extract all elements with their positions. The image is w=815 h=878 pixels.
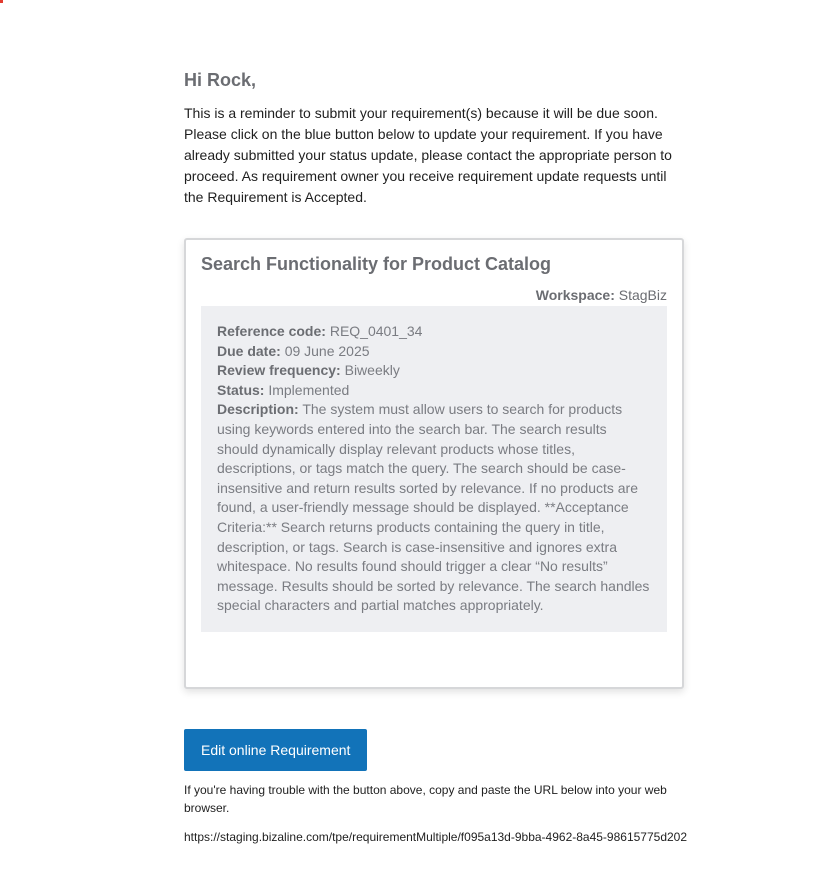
reference-code-label: Reference code: [217,323,326,339]
review-frequency-value: Biweekly [344,362,400,379]
due-date-value: 09 June 2025 [284,342,370,359]
review-frequency-row [217,361,651,381]
description-label: Description: [217,401,299,418]
fallback-url-link[interactable]: https://staging.bizaline.com/tpe/requirementMultiple/f095a13d-9bba-4962-8a45-98615775d202 [184,830,688,844]
greeting-heading: Hi Rock, [184,70,257,90]
email-content [184,68,688,846]
trouble-text: If you're having trouble with the button above, copy and paste the URL below into your web browser. [184,783,667,815]
description-row [217,400,651,616]
workspace-line [201,286,667,304]
due-date-label: Due date: [217,342,281,359]
review-frequency-label: Review frequency: [217,362,341,379]
requirement-title: Search Functionality for Product Catalog [201,254,552,274]
reminder-paragraph: This is a reminder to submit your requirement(s) because it will be due soon. Please click on the blue button below to update your requirement. If you have already submitted your status update, please contact the appropriate person to proceed. As requirement owner you receive requirement update requests until the Requirement is Accepted. [184,105,672,205]
reference-code-row [217,322,651,342]
workspace-label: Workspace: [535,287,615,303]
status-label: Status: [217,381,265,398]
requirement-card [184,238,684,689]
status-value: Implemented [268,381,350,398]
requirement-details-panel [201,306,667,632]
status-row [217,381,651,401]
due-date-row [217,342,651,362]
reference-code-value: REQ_0401_34 [329,323,423,339]
description-value: The system must allow users to search for products using keywords entered into the search bar. The search results should dynamically display relevant products whose titles, descriptions, or tags match the query. The search should be case-insensitive and return results sorted by relevance. If no products are found, a user-friendly message should be displayed. **Acceptance Criteria:** Search returns products containing the query in title, description, or tags. Search is case-insensitive and ignores extra whitespace. No results found should trigger a clear “No results” message. Results should be sorted by relevance. The search handles special characters and partial matches appropriately. [217,401,650,614]
edit-requirement-button[interactable]: Edit online Requirement [184,729,367,771]
workspace-value: StagBiz [618,287,667,303]
corner-marker [0,0,3,3]
